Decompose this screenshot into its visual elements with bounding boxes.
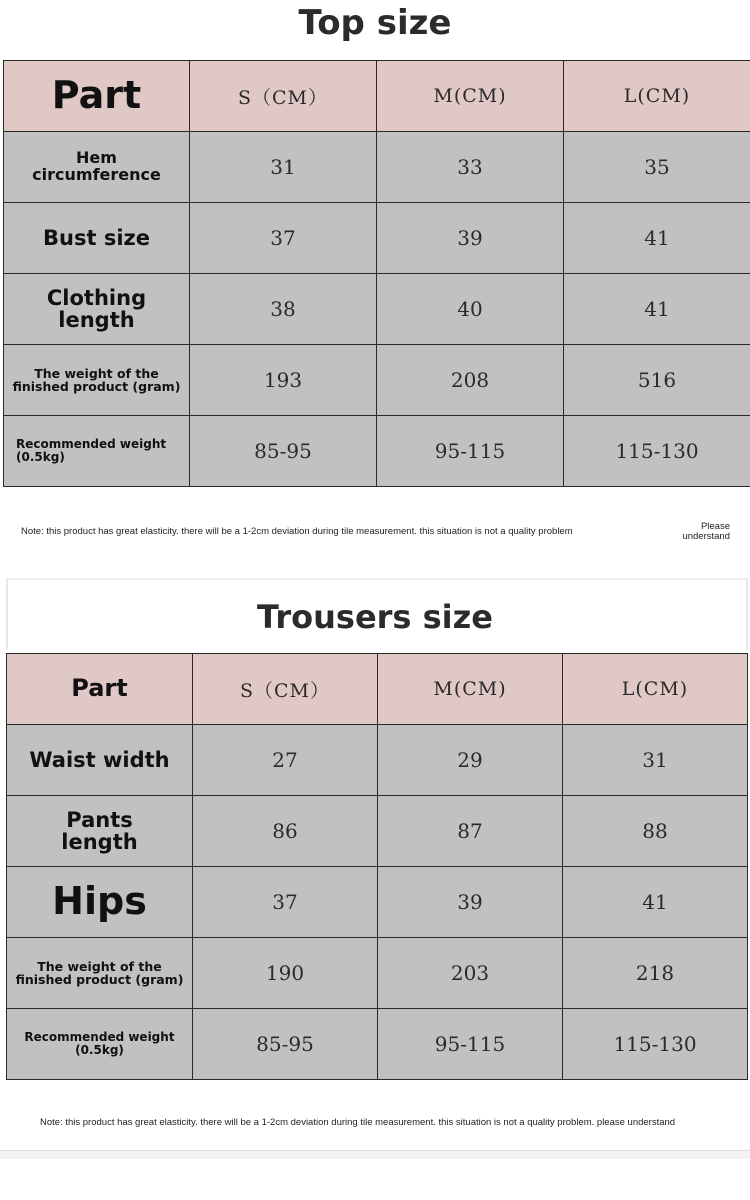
size-s-value: 193 (190, 345, 377, 416)
table-row (7, 938, 748, 1009)
size-l-value: 41 (564, 203, 750, 274)
table-row (7, 867, 748, 938)
table-row (7, 796, 748, 867)
size-m-value: 39 (377, 203, 564, 274)
part-label: Hips (7, 867, 193, 938)
size-s-value: 37 (190, 203, 377, 274)
part-label: Bust size (4, 203, 190, 274)
size-l-value: 115-130 (564, 416, 750, 487)
table-row (7, 1009, 748, 1080)
size-m-value: 29 (378, 725, 563, 796)
elasticity-note: Note: this product has great elasticity. there will be a 1-2cm deviation during tile measurement. this situation is not a quality problem (21, 526, 573, 537)
size-m-value: 203 (378, 938, 563, 1009)
size-s-value: 86 (193, 796, 378, 867)
size-s-value: 85-95 (190, 416, 377, 487)
size-m-value: 33 (377, 132, 564, 203)
size-s-value: 85-95 (193, 1009, 378, 1080)
size-m-value: 39 (378, 867, 563, 938)
size-l-value: 88 (563, 796, 748, 867)
table-row (4, 203, 750, 274)
bottom-divider (0, 1150, 750, 1159)
section-divider (6, 578, 748, 580)
part-label: Recommended weight (0.5kg) (4, 416, 190, 487)
size-m-header: M(CM) (377, 61, 564, 132)
size-s-value: 38 (190, 274, 377, 345)
table-row (4, 132, 750, 203)
trousers-size-table (6, 653, 748, 1080)
size-l-header: L(CM) (563, 654, 748, 725)
part-header: Part (7, 654, 193, 725)
part-label: Recommended weight (0.5kg) (7, 1009, 193, 1080)
table-header-row (7, 654, 748, 725)
table-row (4, 345, 750, 416)
size-m-value: 95-115 (377, 416, 564, 487)
part-label: Waist width (7, 725, 193, 796)
size-m-header: M(CM) (378, 654, 563, 725)
size-s-value: 31 (190, 132, 377, 203)
size-m-value: 95-115 (378, 1009, 563, 1080)
part-label: Pants length (7, 796, 193, 867)
size-s-value: 27 (193, 725, 378, 796)
trousers-size-title: Trousers size (257, 598, 493, 636)
size-m-value: 40 (377, 274, 564, 345)
size-s-value: 190 (193, 938, 378, 1009)
size-s-value: 37 (193, 867, 378, 938)
size-l-value: 516 (564, 345, 750, 416)
size-l-value: 41 (564, 274, 750, 345)
size-l-value: 35 (564, 132, 750, 203)
elasticity-note: Note: this product has great elasticity. there will be a 1-2cm deviation during tile measurement. this situation is not a quality problem. please understand (40, 1117, 676, 1128)
size-m-value: 87 (378, 796, 563, 867)
elasticity-note-tail: Please understand (682, 521, 730, 542)
table-row (4, 274, 750, 345)
table-row (4, 416, 750, 487)
part-header: Part (4, 61, 190, 132)
size-l-value: 41 (563, 867, 748, 938)
table-row (7, 725, 748, 796)
part-label: Clothing length (4, 274, 190, 345)
size-l-value: 115-130 (563, 1009, 748, 1080)
part-label: The weight of the finished product (gram) (7, 938, 193, 1009)
top-size-table (3, 60, 750, 487)
top-size-title: Top size (298, 3, 452, 43)
table-header-row (4, 61, 750, 132)
part-label: Hem circumference (4, 132, 190, 203)
size-s-header: S（CM） (193, 654, 378, 725)
size-l-value: 218 (563, 938, 748, 1009)
size-m-value: 208 (377, 345, 564, 416)
size-l-header: L(CM) (564, 61, 750, 132)
size-l-value: 31 (563, 725, 748, 796)
part-label: The weight of the finished product (gram) (4, 345, 190, 416)
size-s-header: S（CM） (190, 61, 377, 132)
